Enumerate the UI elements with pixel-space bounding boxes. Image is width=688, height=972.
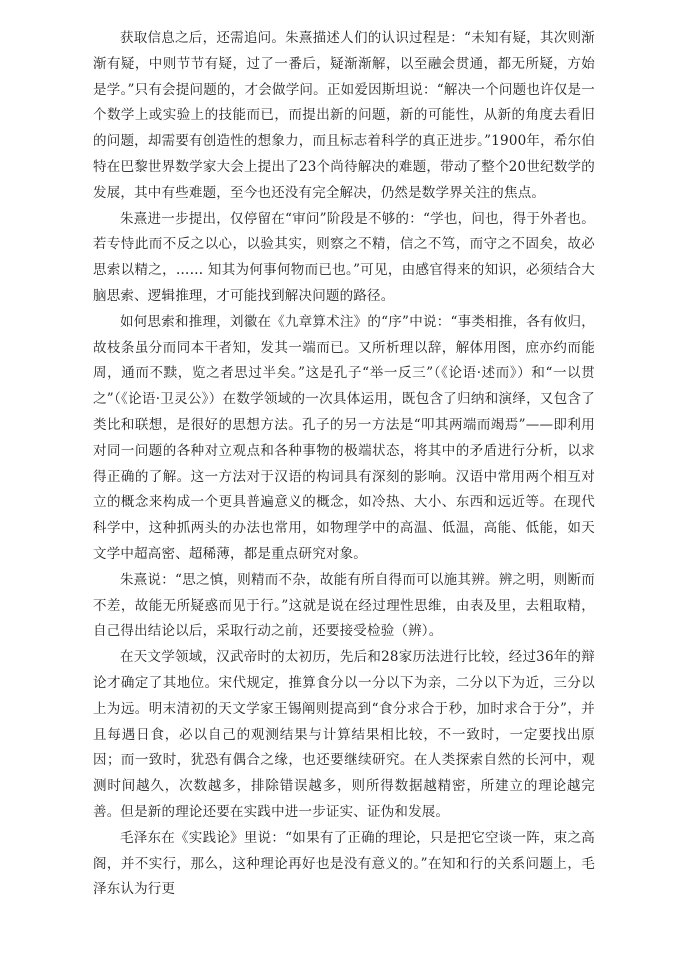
paragraph-astronomy: 在天文学领域，汉武帝时的太初历，先后和28家历法进行比较，经过36年的辩论才确定了其地位。宋代规定，推算食分以一分以下为亲，二分以下为近，三分以上为远。明末清初的天文学家王锡阐则提高到“食分求合于秒，加时求合于分”，并且每遇日食，必以自己的观测结果与计算结果相比较，不一致时，一定要找出原因；而一致时，犹恐有偶合之缘，也还要继续研究。在人类探索自然的长河中，观测时间越久，次数越多，排除错误越多，则所得数据越精密，所建立的理论越完善。但是新的理论还要在实践中进一步证实、证伪和发展。 [93,649,595,820]
paragraph-reasoning: 如何思索和推理，刘徽在《九章算术注》的“序”中说：“事类相推，各有攸归，故枝条虽分而同本干者知，发其一端而已。又所析理以辞，解体用图，庶亦约而能周，通而不黩，览之者思过半矣。”这是孔子“举一反三”（《论语·述而》）和“一以贯之”（《论语·卫灵公》）在数学领域的一次具体运用，既包含了归纳和演绎，又包含了类比和联想，是很好的思想方法。孔子的另一方法是“叩其两端而竭焉”——即利用对同一问题的各种对立观点和各种事物的极端状态，将其中的矛盾进行分析，以求得正确的了解。这一方法对于汉语的构词具有深刻的影响。汉语中常用两个相互对立的概念来构成一个更具普遍意义的概念，如冷热、大小、东西和远近等。在现代科学中，这种抓两头的办法也常用，如物理学中的高温、低温，高能、低能，如天文学中超高密、超稀薄，都是重点研究对象。 [93,313,595,562]
paragraph-questioning: 获取信息之后，还需追问。朱熹描述人们的认识过程是：“未知有疑，其次则渐渐有疑，中则节节有疑，过了一番后，疑渐渐解，以至融会贯通，都无所疑，方始是学。”只有会提问题的，才会做学问。正如爱因斯坦说：“解决一个问题也许仅是一个数学上或实验上的技能而已，而提出新的问题，新的可能性，从新的角度去看旧的问题，却需要有创造性的想象力，而且标志着科学的真正进步。”1900年，希尔伯特在巴黎世界数学家大会上提出了23个尚待解决的难题，带动了整个20世纪数学的发展，其中有些难题，至今也还没有完全解决，仍然是数学界关注的焦点。 [93,30,595,201]
paragraph-reflection: 朱熹进一步提出，仅停留在“审问”阶段是不够的：“学也，问也，得于外者也。若专恃此而不反之以心，以验其实，则察之不精，信之不笃，而守之不固矣，故必思索以精之，…… 知其为何事何物而已也。”可见，由感官得来的知识，必须结合大脑思索、逻辑推理，才可能找到解决问题的路径。 [93,210,595,304]
paragraph-discernment: 朱熹说：“思之慎，则精而不杂，故能有所自得而可以施其辨。辨之明，则断而不差，故能无所疑惑而见于行。”这就是说在经过理性思维，由表及里，去粗取精，自己得出结论以后，采取行动之前，还要接受检验（辨）。 [93,571,595,640]
paragraph-practice: 毛泽东在《实践论》里说：“如果有了正确的理论，只是把它空谈一阵，束之高阁，并不实行，那么，这种理论再好也是没有意义的。”在知和行的关系问题上，毛泽东认为行更 [93,829,595,898]
